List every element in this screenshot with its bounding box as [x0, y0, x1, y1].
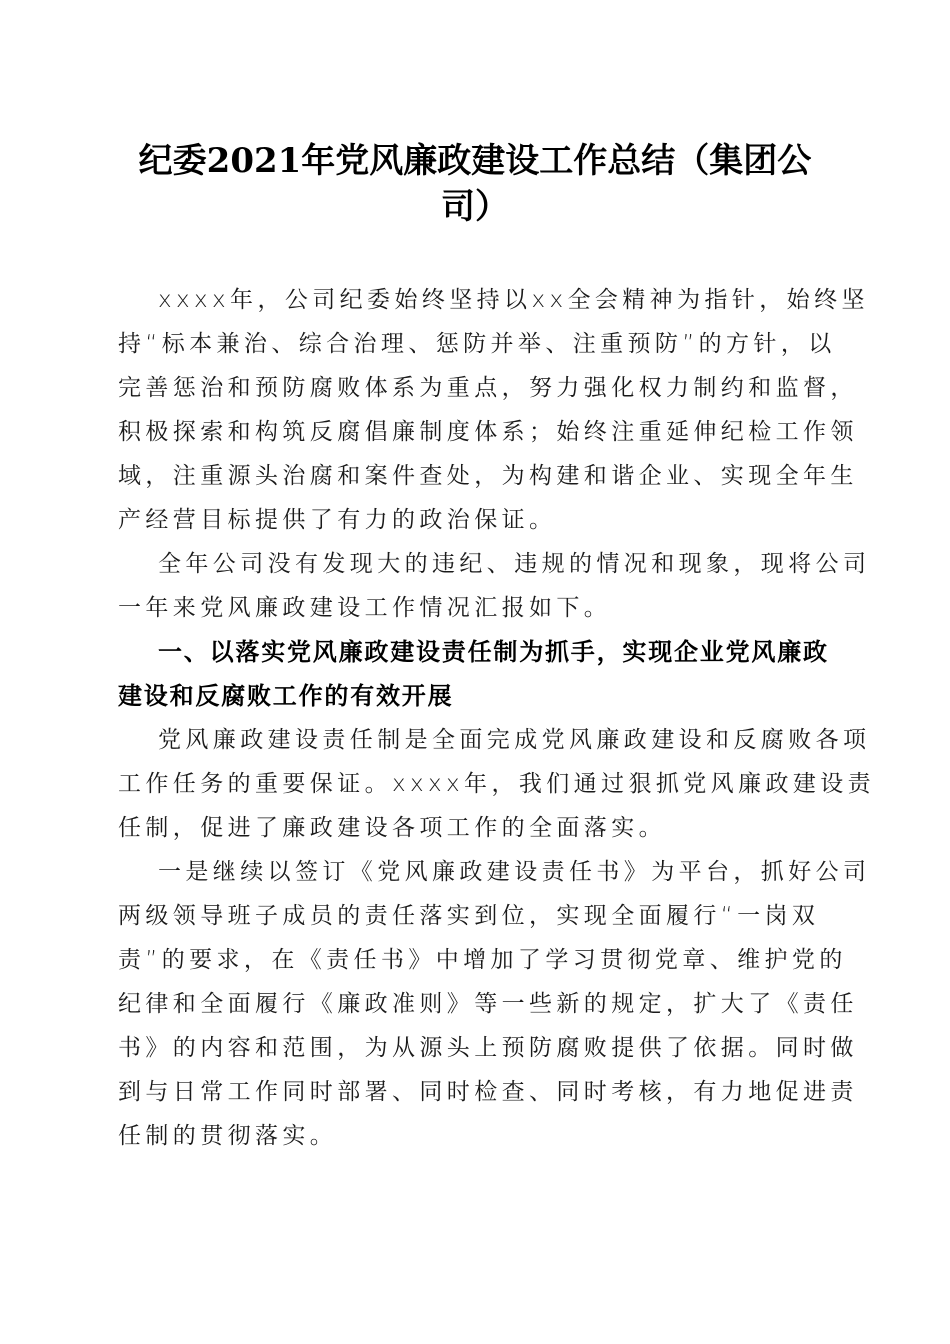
text-line: 域，注重源头治腐和案件查处，为构建和谐企业、实现全年生 [118, 463, 858, 489]
section-heading-1 [118, 630, 838, 718]
paragraph-intro [118, 278, 869, 542]
text-line: 工作任务的重要保证。xxxx年，我们通过狠抓党风廉政建设责 [118, 771, 876, 797]
paragraph-overview [118, 542, 871, 630]
title-line-2: 司） [441, 187, 509, 227]
text-line: 纪律和全面履行《廉政准则》等一些新的规定，扩大了《责任 [118, 991, 858, 1017]
text-line: 党风廉政建设责任制是全面完成党风廉政建设和反腐败各项 [158, 727, 871, 753]
heading-line: 一、以落实党风廉政建设责任制为抓手，实现企业党风廉政 [158, 638, 829, 666]
heading-line: 建设和反腐败工作的有效开展 [118, 682, 454, 710]
text-line: 任制，促进了廉政建设各项工作的全面落实。 [118, 815, 666, 841]
text-line: 积极探索和构筑反腐倡廉制度体系；始终注重延伸纪检工作领 [118, 419, 858, 445]
text-line: 完善惩治和预防腐败体系为重点，努力强化权力制约和监督， [118, 375, 858, 401]
paragraph-point-one [118, 850, 871, 1158]
text-line: 到与日常工作同时部署、同时检查、同时考核，有力地促进责 [118, 1079, 858, 1105]
title-line-1: 纪委2021年党风廉政建设工作总结（集团公 [138, 141, 812, 181]
text-line: 任制的贯彻落实。 [118, 1123, 338, 1149]
text-line: 一年来党风廉政建设工作情况汇报如下。 [118, 595, 612, 621]
text-line: 责”的要求，在《责任书》中增加了学习贯彻党章、维护党的 [118, 947, 847, 973]
document-title [100, 138, 850, 230]
text-line: 两级领导班子成员的责任落实到位，实现全面履行“一岗双 [118, 903, 820, 929]
text-line: 书》的内容和范围，为从源头上预防腐败提供了依据。同时做 [118, 1035, 858, 1061]
text-line: 产经营目标提供了有力的政治保证。 [118, 507, 557, 533]
document-body [118, 278, 876, 1158]
text-line: 一是继续以签订《党风廉政建设责任书》为平台，抓好公司 [158, 859, 871, 885]
text-line: 持“标本兼治、综合治理、惩防并举、注重预防”的方针，以 [118, 331, 836, 357]
text-line: xxxx年，公司纪委始终坚持以xx全会精神为指针，始终坚 [158, 287, 869, 313]
paragraph-responsibility [118, 718, 876, 850]
text-line: 全年公司没有发现大的违纪、违规的情况和现象，现将公司 [158, 551, 871, 577]
